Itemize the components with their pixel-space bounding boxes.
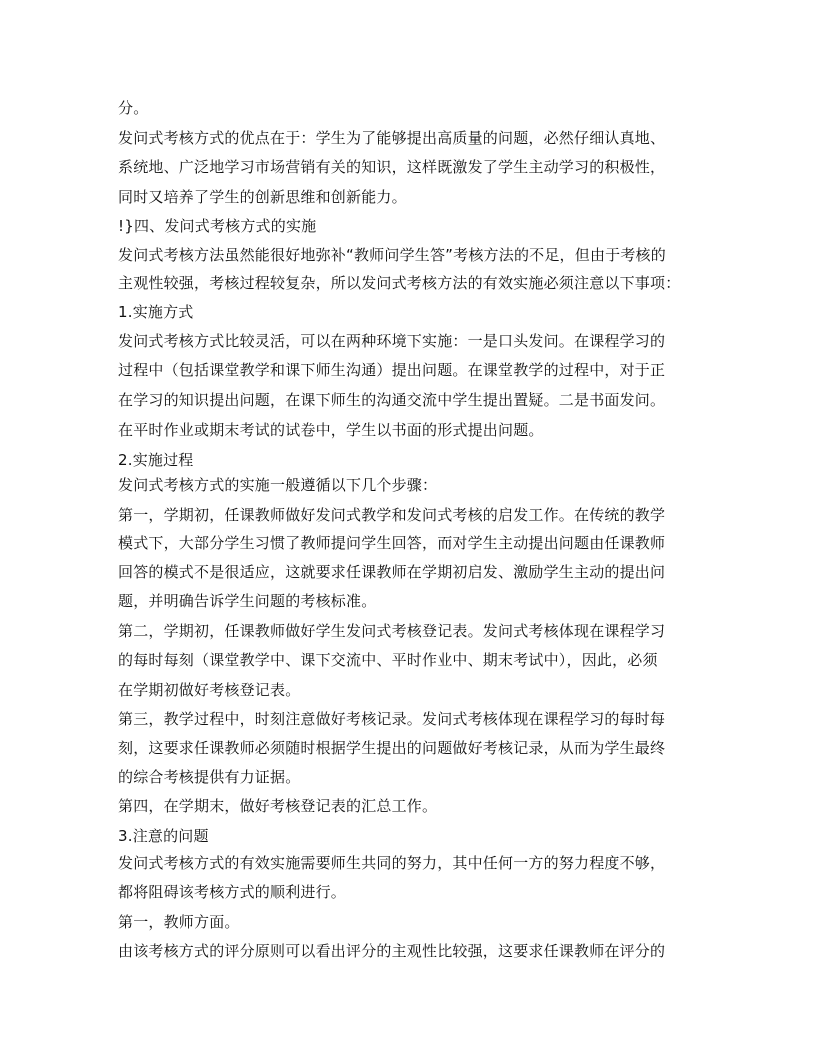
paragraph-line: 主观性较强，考核过程较复杂，所以发问式考核方法的有效实施必须注意以下事项： — [118, 274, 681, 292]
paragraph-line: 发问式考核方式的优点在于：学生为了能够提出高质量的问题，必然仔细认真地、 — [118, 129, 666, 147]
paragraph-line: 题，并明确告诉学生问题的考核标准。 — [118, 592, 377, 610]
subsection-heading: 2.实施过程 — [118, 451, 194, 469]
paragraph-line: 第一，学期初，任课教师做好发问式教学和发问式考核的启发工作。在传统的教学 — [118, 506, 666, 524]
section-heading: !}四、发问式考核方式的实施 — [118, 217, 317, 235]
paragraph-line: 的每时每刻（课堂教学中、课下交流中、平时作业中、期末考试中），因此，必须 — [118, 651, 658, 669]
subsection-heading: 3.注意的问题 — [118, 827, 209, 845]
paragraph-line: 第一，教师方面。 — [118, 913, 240, 931]
paragraph-line: 模式下，大部分学生习惯了教师提问学生回答，而对学生主动提出问题由任课教师 — [118, 534, 666, 552]
paragraph-line: 第二，学期初，任课教师做好学生发问式考核登记表。发问式考核体现在课程学习 — [118, 622, 666, 640]
paragraph-line: 在学期初做好考核登记表。 — [118, 681, 301, 699]
paragraph-line: 都将阻碍该考核方式的顺利进行。 — [118, 883, 347, 901]
paragraph-line: 系统地、广泛地学习市场营销有关的知识，这样既激发了学生主动学习的积极性， — [118, 158, 666, 176]
paragraph-line: 发问式考核方式比较灵活，可以在两种环境下实施：一是口头发问。在课程学习的 — [118, 332, 666, 350]
paragraph-line: 由该考核方式的评分原则可以看出评分的主观性比较强，这要求任课教师在评分的 — [118, 942, 666, 960]
paragraph-line: 同时又培养了学生的创新思维和创新能力。 — [118, 188, 407, 206]
paragraph-line: 在平时作业或期末考试的试卷中，学生以书面的形式提出问题。 — [118, 421, 544, 439]
subsection-heading: 1.实施方式 — [118, 303, 194, 321]
paragraph-line: 刻，这要求任课教师必须随时根据学生提出的问题做好考核记录，从而为学生最终 — [118, 739, 666, 757]
paragraph-line: 发问式考核方法虽然能很好地弥补“教师问学生答”考核方法的不足，但由于考核的 — [118, 246, 666, 264]
paragraph-line: 分。 — [118, 99, 149, 117]
paragraph-line: 第三，教学过程中，时刻注意做好考核记录。发问式考核体现在课程学习的每时每 — [118, 710, 666, 728]
paragraph-line: 在学习的知识提出问题，在课下师生的沟通交流中学生提出置疑。二是书面发问。 — [118, 391, 666, 409]
paragraph-line: 第四，在学期末，做好考核登记表的汇总工作。 — [118, 797, 438, 815]
paragraph-line: 发问式考核方式的实施一般遵循以下几个步骤： — [118, 476, 438, 494]
paragraph-line: 发问式考核方式的有效实施需要师生共同的努力，其中任何一方的努力程度不够， — [118, 854, 666, 872]
paragraph-line: 回答的模式不是很适应，这就要求任课教师在学期初启发、激励学生主动的提出问 — [118, 563, 666, 581]
paragraph-line: 的综合考核提供有力证据。 — [118, 768, 301, 786]
paragraph-line: 过程中（包括课堂教学和课下师生沟通）提出问题。在课堂教学的过程中，对于正 — [118, 361, 666, 379]
